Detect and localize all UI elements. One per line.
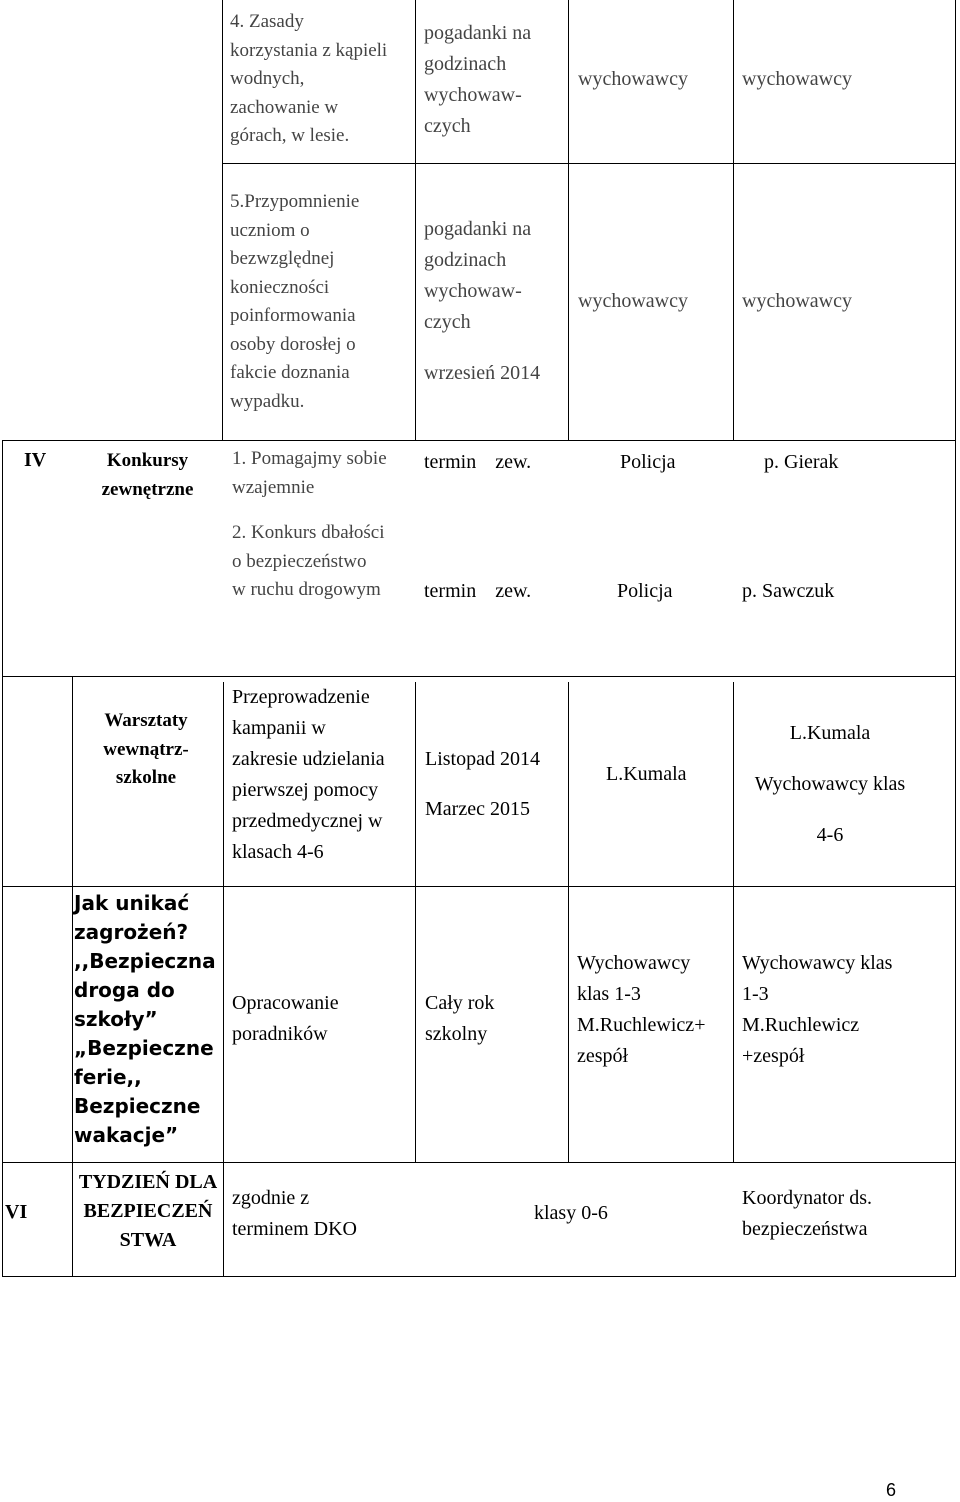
form-cell: pogadanki na godzinach wychowaw- czych	[424, 218, 532, 333]
table-border-line	[568, 886, 569, 1162]
table-border-line	[222, 163, 956, 164]
participants-cell: klasy 0-6	[534, 1202, 608, 1224]
section-number: VI	[5, 1201, 28, 1223]
person-cell: p. Gierak	[764, 451, 839, 473]
task-cell: 5.Przypomnienie uczniom o bezwzględnej konieczności poinformowania osoby dorosłej o fakcie doznania wypadku.	[230, 191, 360, 412]
table-border-line	[955, 0, 956, 440]
table-border-line	[72, 1162, 73, 1277]
table-border-line	[415, 886, 416, 1162]
task-cell: Opracowanie poradników	[232, 992, 339, 1045]
form-cell: pogadanki na godzinach wychowaw- czych	[424, 22, 532, 137]
table-border-line	[733, 886, 734, 1162]
section-title: TYDZIEŃ DLA BEZPIECZEŃ STWA	[78, 1171, 218, 1251]
term-cell: termin zew.	[424, 580, 532, 602]
person-cell: p. Sawczuk	[742, 580, 835, 602]
date-cell: Cały rok szkolny	[425, 992, 495, 1045]
executor-cell: Wychowawcy klas 1-3 M.Ruchlewicz +zespół	[742, 952, 893, 1067]
table-border-line	[2, 886, 956, 887]
section-number: IV	[24, 449, 47, 471]
table-border-line	[2, 1276, 956, 1277]
table-border-line	[415, 682, 416, 886]
partner-cell: Policja	[620, 451, 676, 473]
date-cell: Listopad 2014 Marzec 2015	[425, 748, 540, 820]
task-cell: 4. Zasady korzystania z kąpieli wodnych, zachowanie w górach, w lesie.	[230, 11, 388, 146]
term-cell: termin zew.	[424, 451, 532, 473]
table-border-line	[733, 682, 734, 886]
section-title: Jak unikać zagrożeń? ,,Bezpieczna droga do szkoły” „Bezpieczne ferie,, Bezpieczne wakacje”	[74, 891, 216, 1147]
table-border-line	[222, 0, 223, 440]
task-cell: 2. Konkurs dbałości o bezpieczeństwo w ruchu drogowym	[232, 522, 385, 600]
table-border-line	[72, 886, 73, 1162]
table-border-line	[2, 440, 3, 1277]
task-cell: 1. Pomagajmy sobie wzajemnie	[232, 448, 387, 498]
partner-cell: Policja	[617, 580, 673, 602]
section-title: Konkursy zewnętrzne	[101, 450, 194, 500]
table-border-line	[955, 440, 956, 1277]
date-cell: wrzesień 2014	[424, 362, 541, 384]
responsible-cell: wychowawcy	[578, 290, 688, 312]
responsible-cell: wychowawcy	[578, 68, 688, 90]
table-border-line	[223, 682, 224, 886]
table-border-line	[2, 676, 956, 677]
table-border-line	[2, 1162, 956, 1163]
executor-cell: L.Kumala Wychowawcy klas 4-6	[754, 722, 906, 846]
executor-cell: wychowawcy	[742, 68, 852, 90]
executor-cell: wychowawcy	[742, 290, 852, 312]
table-border-line	[2, 440, 956, 441]
responsible-cell: L.Kumala	[606, 763, 687, 785]
table-border-line	[72, 676, 73, 886]
table-border-line	[223, 1162, 224, 1277]
page-number: 6	[886, 1480, 897, 1500]
table-border-line	[568, 682, 569, 886]
term-cell: zgodnie z terminem DKO	[232, 1187, 357, 1240]
responsible-cell: Wychowawcy klas 1-3 M.Ruchlewicz+ zespół	[577, 952, 706, 1067]
table-border-line	[568, 0, 569, 440]
task-cell: Przeprowadzenie kampanii w zakresie udzielania pierwszej pomocy przedmedycznej w klasach 4-6	[232, 686, 385, 863]
table-border-line	[415, 0, 416, 440]
table-border-line	[733, 0, 734, 440]
coordinator-cell: Koordynator ds. bezpieczeństwa	[742, 1187, 872, 1240]
section-title: Warsztaty wewnątrz- szkolne	[103, 710, 189, 788]
table-border-line	[223, 886, 224, 1162]
